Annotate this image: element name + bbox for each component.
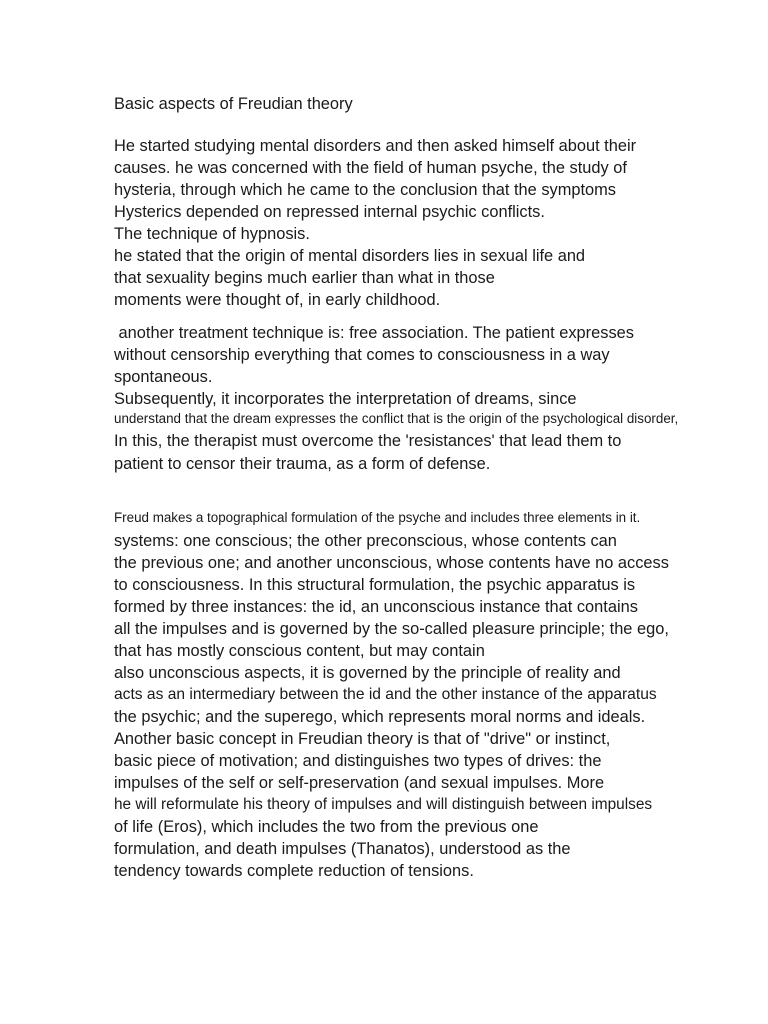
text-line: of life (Eros), which includes the two from the previous one [114,818,539,836]
document-title: Basic aspects of Freudian theory [114,95,353,113]
text-line: that sexuality begins much earlier than what in those [114,269,495,287]
text-line: impulses of the self or self-preservation (and sexual impulses. More [114,774,605,792]
text-line: In this, the therapist must overcome the 'resistances' that lead them to [114,432,622,450]
text-line: he will reformulate his theory of impulses and will distinguish between impulses [114,796,653,813]
text-line: Subsequently, it incorporates the interpretation of dreams, since [114,390,577,408]
text-line: spontaneous. [114,368,213,386]
text-line: basic piece of motivation; and distinguishes two types of drives: the [114,752,602,770]
text-line: Another basic concept in Freudian theory is that of "drive" or instinct, [114,730,611,748]
text-line: formulation, and death impulses (Thanatos), understood as the [114,840,571,858]
text-line: also unconscious aspects, it is governed by the principle of reality and [114,664,621,682]
text-line: all the impulses and is governed by the so-called pleasure principle; the ego, [114,620,669,638]
text-line: The technique of hypnosis. [114,225,310,243]
text-line: that has mostly conscious content, but may contain [114,642,485,660]
text-line: acts as an intermediary between the id and the other instance of the apparatus [114,686,657,703]
text-line: he stated that the origin of mental disorders lies in sexual life and [114,247,586,265]
text-line: systems: one conscious; the other preconscious, whose contents can [114,532,617,550]
text-line: patient to censor their trauma, as a form of defense. [114,455,491,473]
text-line: Freud makes a topographical formulation of the psyche and includes three elements in it. [114,510,641,525]
text-line: to consciousness. In this structural formulation, the psychic apparatus is [114,576,636,594]
text-line: causes. he was concerned with the field of human psyche, the study of [114,159,627,177]
text-line: another treatment technique is: free association. The patient expresses [114,324,634,342]
text-line: Hysterics depended on repressed internal psychic conflicts. [114,203,545,221]
text-line: the previous one; and another unconscious, whose contents have no access [114,554,669,572]
text-line: the psychic; and the superego, which represents moral norms and ideals. [114,708,646,726]
text-line: tendency towards complete reduction of tensions. [114,862,474,880]
text-line: He started studying mental disorders and then asked himself about their [114,137,637,155]
text-line: hysteria, through which he came to the conclusion that the symptoms [114,181,616,199]
text-line: moments were thought of, in early childhood. [114,291,441,309]
text-line: without censorship everything that comes to consciousness in a way [114,346,610,364]
text-line: understand that the dream expresses the conflict that is the origin of the psychological disorder, [114,411,679,426]
text-line: formed by three instances: the id, an unconscious instance that contains [114,598,638,616]
